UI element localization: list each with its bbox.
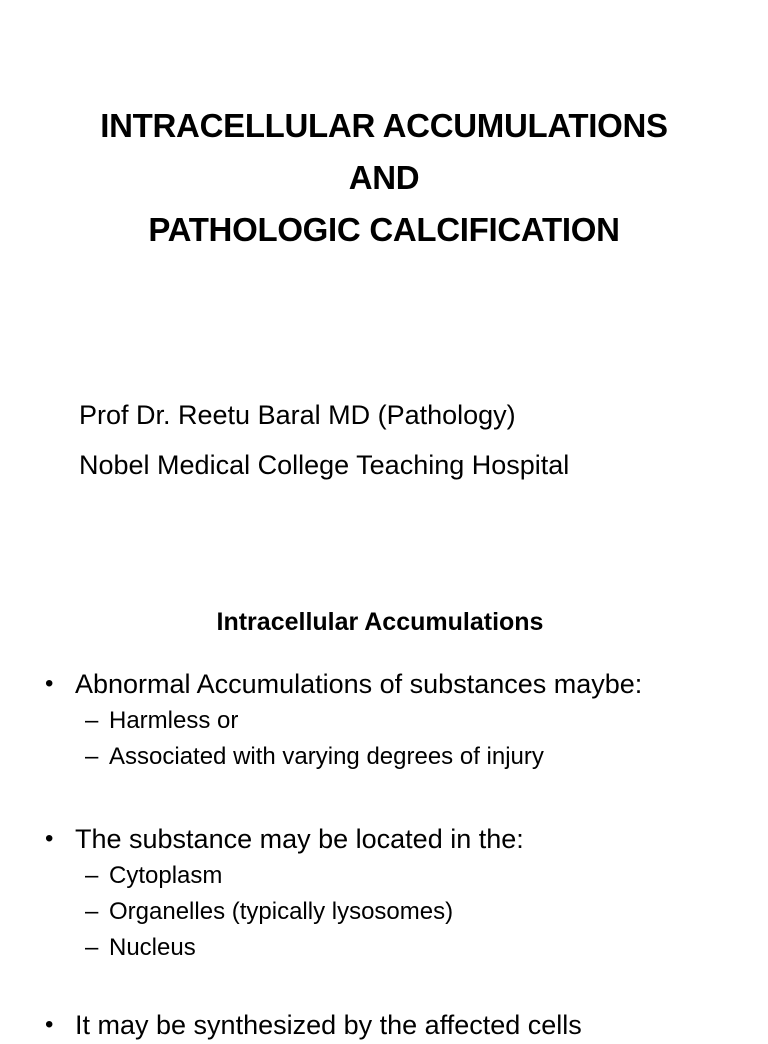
dash-icon: – bbox=[85, 898, 99, 925]
title-line-3: PATHOLOGIC CALCIFICATION bbox=[148, 211, 620, 248]
bullet-dot-icon: • bbox=[45, 670, 54, 697]
section-heading: Intracellular Accumulations bbox=[216, 608, 544, 636]
sub-item-text: Cytoplasm bbox=[109, 862, 223, 889]
bullet-item bbox=[45, 820, 760, 858]
dash-icon: – bbox=[85, 934, 99, 961]
bullet-item bbox=[45, 1006, 760, 1044]
sub-item-text: Organelles (typically lysosomes) bbox=[109, 898, 454, 925]
author-institution: Nobel Medical College Teaching Hospital bbox=[79, 450, 570, 480]
bullet-group-3 bbox=[45, 1006, 760, 1044]
bullet-dot-icon: • bbox=[45, 1011, 54, 1038]
bullet-item bbox=[45, 665, 760, 703]
author-name: Prof Dr. Reetu Baral MD (Pathology) bbox=[79, 400, 516, 430]
sub-item bbox=[45, 894, 760, 930]
title-line-2: AND bbox=[348, 159, 420, 196]
dash-icon: – bbox=[85, 862, 99, 889]
sub-item bbox=[45, 739, 760, 775]
sub-list bbox=[45, 858, 760, 966]
dash-icon: – bbox=[85, 743, 99, 770]
bullet-text: It may be synthesized by the affected cells bbox=[75, 1010, 582, 1040]
title-block bbox=[0, 100, 768, 256]
bullet-dot-icon: • bbox=[45, 825, 54, 852]
sub-list bbox=[45, 703, 760, 775]
author-block bbox=[79, 390, 569, 490]
sub-item-text: Nucleus bbox=[109, 934, 196, 961]
bullet-group-2 bbox=[45, 820, 760, 966]
title-line-1: INTRACELLULAR ACCUMULATIONS bbox=[100, 107, 668, 144]
sub-item bbox=[45, 930, 760, 966]
sub-item-text: Harmless or bbox=[109, 707, 239, 734]
bullet-group-1 bbox=[45, 665, 760, 775]
bullet-text: Abnormal Accumulations of substances maybe: bbox=[75, 669, 643, 699]
dash-icon: – bbox=[85, 707, 99, 734]
sub-item-text: Associated with varying degrees of injury bbox=[109, 743, 544, 770]
sub-item bbox=[45, 858, 760, 894]
bullet-text: The substance may be located in the: bbox=[75, 824, 524, 854]
sub-item bbox=[45, 703, 760, 739]
